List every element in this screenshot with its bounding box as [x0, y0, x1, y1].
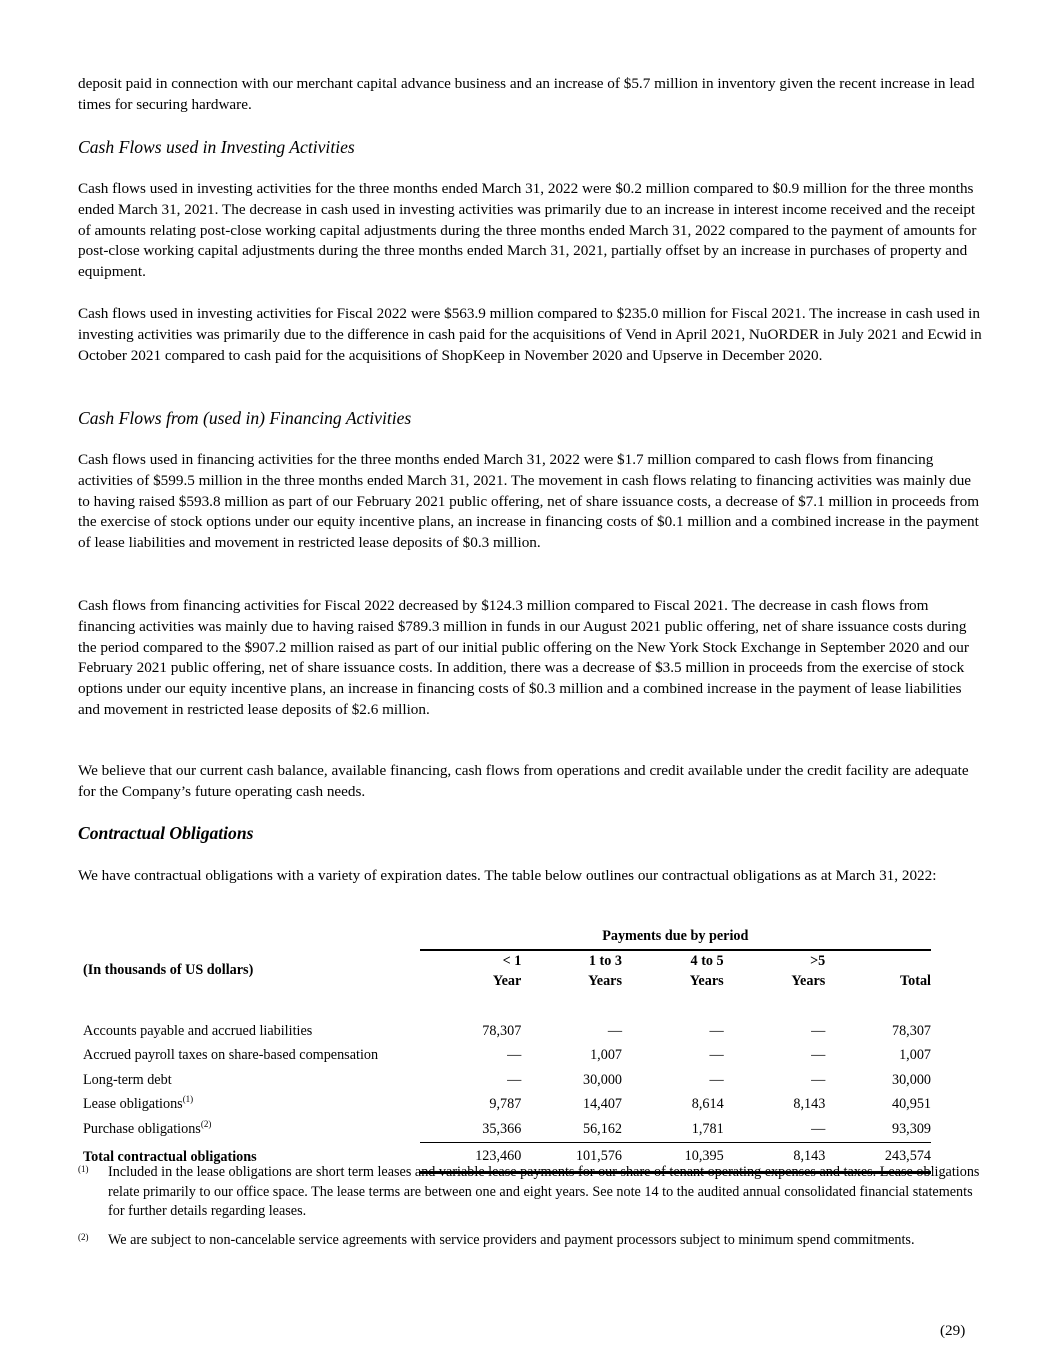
cell-value: 78,307 [482, 1022, 522, 1039]
payments-due-header: Payments due by period [420, 924, 931, 950]
cell-value: — [811, 1022, 826, 1039]
footnote-1 [78, 1163, 983, 1222]
table-row [78, 1068, 931, 1093]
total-value: 10,395 [622, 1142, 724, 1172]
cell-value: 93,309 [891, 1120, 931, 1137]
cell-value: — [709, 1071, 724, 1088]
footnote-mark: (1) [78, 1164, 89, 1174]
column-header-row [78, 950, 931, 995]
row-label: Lease obligations$^{(1)}$ [83, 1094, 194, 1113]
column-header: >5 Years [791, 952, 826, 989]
row-label: Purchase obligations$^{(2)}$ [83, 1119, 212, 1137]
cell-value: — [811, 1047, 826, 1064]
cell-value: 8,614 [691, 1096, 724, 1113]
cell-value: 56,162 [582, 1120, 622, 1137]
page-number: (29) [940, 1322, 966, 1339]
cell-value: — [607, 1022, 622, 1039]
cell-value: 8,143 [793, 1096, 826, 1113]
investing-paragraph-2: Cash flows used in investing activities for Fiscal 2022 were $563.9 million compared to $235.0 million for Fiscal 2021. The increase in cash used in investing activities was primarily due to the difference in cash paid for the acquisitions of Vend in April 2021, NuORDER in July 2021 and Ecwid in October 2021 compared to cash paid for the acquisitions of ShopKeep in November 2020 and Upserve in December 2020. [78, 305, 982, 364]
footnote-mark: (2) [78, 1232, 89, 1242]
footnote-ref: (2) [200, 1119, 212, 1129]
row-label: Accrued payroll taxes on share-based compensation [83, 1047, 379, 1064]
cell-value: 1,781 [691, 1120, 724, 1137]
total-value: 123,460 [420, 1142, 522, 1172]
cell-value: 30,000 [582, 1071, 622, 1088]
cell-value: — [709, 1047, 724, 1064]
column-header: 4 to 5 Years [689, 952, 724, 989]
intro-continuation-paragraph: deposit paid in connection with our merchant capital advance business and an increase of $5.7 million in inventory given the recent increase in lead times for securing hardware. [78, 75, 975, 113]
table-row [78, 1044, 931, 1069]
contractual-intro-paragraph: We have contractual obligations with a variety of expiration dates. The table below outlines our contractual obligations as at March 31, 2022: [78, 867, 937, 884]
table-row [78, 1117, 931, 1142]
financing-heading: Cash Flows from (used in) Financing Activities [78, 408, 412, 428]
financing-paragraph-1: Cash flows used in financing activities for the three months ended March 31, 2022 were $1.7 million compared to cash flows from financing activities of $599.5 million in the three months ended March 31, 2021. The movement in cash flows relating to financing activities was mainly due to having raised $593.8 million as part of our February 2021 public offering, net of share issuance costs, a decrease of $7.1 million in proceeds from the exercise of stock options under our equity incentive plans, an increase in financing costs of $0.1 million and a combined increase in the payment of lease liabilities and movement in restricted lease deposits of $0.3 million. [78, 451, 980, 552]
table-row [78, 1093, 931, 1118]
total-value: 8,143 [724, 1142, 826, 1172]
cell-value: — [811, 1120, 826, 1137]
cell-value: 78,307 [891, 1022, 931, 1039]
table-row [78, 1019, 931, 1044]
total-value: 243,574 [825, 1142, 931, 1172]
cell-value: 40,951 [891, 1096, 931, 1113]
cell-value: 30,000 [891, 1071, 931, 1088]
total-label: Total contractual obligations [83, 1148, 257, 1165]
unit-label: (In thousands of US dollars) [83, 962, 254, 978]
cell-value: — [811, 1071, 826, 1088]
contractual-obligations-table [78, 924, 931, 1174]
cell-value: 1,007 [590, 1047, 622, 1064]
financing-paragraph-3: We believe that our current cash balance, available financing, cash flows from operations and credit available under the credit facility are adequate for the Company’s future operating cash needs. [78, 762, 969, 800]
footnote-ref: (1) [182, 1094, 194, 1105]
cell-value: 9,787 [489, 1096, 522, 1113]
cell-value: 35,366 [482, 1120, 522, 1137]
column-header: < 1 Year [492, 952, 522, 989]
cell-value: — [709, 1022, 724, 1039]
investing-paragraph-1: Cash flows used in investing activities for the three months ended March 31, 2022 were $0.2 million compared to $0.9 million for the three months ended March 31, 2021. The decrease in cash used in investing activities was primarily due to an increase in interest income received and the receipt of amounts relating post-close working capital adjustments during the three months ended March 31, 2022 compared to the payment of amounts for post-close working capital adjustments during the three months ended March 31, 2021, partially offset by an increase in purchases of property and equipment. [78, 180, 977, 281]
footnote-text: We are subject to non-cancelable service agreements with service providers and payment processors subject to minimum spend commitments. [108, 1232, 915, 1248]
column-header: 1 to 3 Years [588, 952, 622, 989]
column-header: Total [899, 972, 931, 989]
row-label: Accounts payable and accrued liabilities [83, 1022, 313, 1039]
footnote-2 [78, 1231, 983, 1251]
investing-heading: Cash Flows used in Investing Activities [78, 137, 355, 157]
cell-value: — [507, 1047, 522, 1064]
contractual-heading: Contractual Obligations [78, 823, 254, 843]
row-label: Long-term debt [83, 1071, 172, 1088]
cell-value: — [507, 1071, 522, 1088]
total-value: 101,576 [521, 1142, 622, 1172]
footnote-text: Included in the lease obligations are short term leases and variable lease payments for our share of tenant operating expenses and taxes. Lease obligations relate primarily to our office space. The lease terms are between one and eight years. See note 14 to the audited annual consolidated financial statements for further details regarding leases. [108, 1164, 980, 1219]
financing-paragraph-2: Cash flows from financing activities for Fiscal 2022 decreased by $124.3 million compared to Fiscal 2021. The decrease in cash flows from financing activities was mainly due to having raised $789.3 million in funds in our August 2021 public offering, net of share issuance costs during the period compared to the $907.2 million raised as part of our initial public offering on the New York Stock Exchange in September 2020 and our February 2021 public offering, net of share issuance costs. In addition, there was a decrease of $3.5 million in proceeds from the exercise of stock options under our equity incentive plans, an increase in financing costs of $0.3 million and a combined increase in the payment of lease liabilities and movement in restricted lease deposits of $2.6 million. [78, 597, 969, 718]
cell-value: 14,407 [582, 1096, 622, 1113]
cell-value: 1,007 [899, 1047, 931, 1064]
